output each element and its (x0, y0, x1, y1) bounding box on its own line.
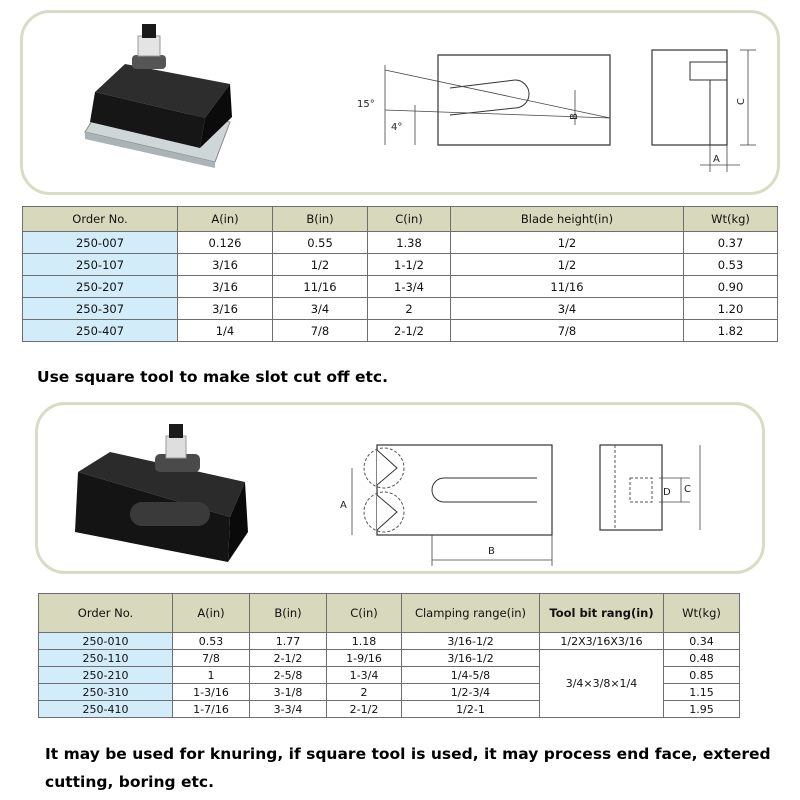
table-cell: 1/2 (273, 254, 368, 276)
table-cell: 0.126 (178, 232, 273, 254)
dimension-b-label: B (488, 546, 495, 557)
col-header: C(in) (368, 207, 451, 232)
table-row (23, 232, 778, 254)
table-cell: 0.34 (664, 633, 740, 650)
table-cell: 2-1/2 (368, 320, 451, 342)
table-row (23, 298, 778, 320)
table-cell: 1-1/2 (368, 254, 451, 276)
table-header-row (23, 207, 778, 232)
col-header: Wt(kg) (664, 594, 740, 633)
dimension-b-label: B (569, 113, 580, 120)
boring-holder-photo (70, 422, 255, 572)
table-cell: 0.55 (273, 232, 368, 254)
col-header: Tool bit rang(in) (540, 594, 664, 633)
table-row (23, 276, 778, 298)
table-cell: 3/4 (273, 298, 368, 320)
table-cell: 3/4 (451, 298, 684, 320)
spec-table-1 (22, 206, 778, 342)
table-cell: 3/16 (178, 254, 273, 276)
dimension-c-label: C (736, 98, 747, 105)
table-cell: 1/4-5/8 (402, 667, 540, 684)
table-cell: 11/16 (451, 276, 684, 298)
table-cell: 1/4 (178, 320, 273, 342)
table-cell: 2 (327, 684, 402, 701)
table-cell: 1/2X3/16X3/16 (540, 633, 664, 650)
table-cell: 1/2 (451, 254, 684, 276)
order-no-cell: 250-407 (23, 320, 178, 342)
col-header: Order No. (39, 594, 173, 633)
table-cell: 1 (173, 667, 250, 684)
table-cell: 1/2 (451, 232, 684, 254)
blade-end-view-drawing (640, 40, 760, 180)
table-cell: 1-9/16 (327, 650, 402, 667)
table-cell: 0.48 (664, 650, 740, 667)
table-cell: 1-3/4 (368, 276, 451, 298)
table-cell: 2-1/2 (250, 650, 327, 667)
col-header: A(in) (178, 207, 273, 232)
order-no-cell: 250-010 (39, 633, 173, 650)
order-no-cell: 250-007 (23, 232, 178, 254)
col-header: A(in) (173, 594, 250, 633)
table-cell: 1.18 (327, 633, 402, 650)
table-cell: 0.90 (684, 276, 778, 298)
order-no-cell: 250-210 (39, 667, 173, 684)
table-cell: 0.85 (664, 667, 740, 684)
table-cell: 3-1/8 (250, 684, 327, 701)
dimension-d-label: D (663, 487, 671, 498)
table-row (23, 254, 778, 276)
order-no-cell: 250-410 (39, 701, 173, 718)
dimension-c-label: C (684, 484, 691, 495)
dimension-a-label: A (713, 154, 720, 165)
usage-note-1: Use square tool to make slot cut off etc. (37, 368, 388, 386)
table-cell: 1-3/4 (327, 667, 402, 684)
col-header: C(in) (327, 594, 402, 633)
spec-table-2 (38, 593, 740, 718)
usage-note-2: It may be used for knuring, if square tool is used, it may process end face, extered cutting, boring etc. (45, 745, 771, 791)
blade-side-profile-drawing (355, 50, 615, 160)
table-cell: 1/2-1 (402, 701, 540, 718)
table-cell: 1.95 (664, 701, 740, 718)
table-cell: 3/16-1/2 (402, 633, 540, 650)
order-no-cell: 250-107 (23, 254, 178, 276)
col-header: B(in) (250, 594, 327, 633)
order-no-cell: 250-207 (23, 276, 178, 298)
table-cell: 2 (368, 298, 451, 320)
boring-holder-side-drawing (332, 440, 557, 570)
order-no-cell: 250-110 (39, 650, 173, 667)
table-cell: 3/16-1/2 (402, 650, 540, 667)
table-cell: 2-1/2 (327, 701, 402, 718)
order-no-cell: 250-307 (23, 298, 178, 320)
table-cell: 1.20 (684, 298, 778, 320)
table-cell: 0.53 (684, 254, 778, 276)
blade-holder-photo (80, 22, 245, 172)
table-row (39, 650, 740, 667)
table-cell: 7/8 (273, 320, 368, 342)
col-header: Order No. (23, 207, 178, 232)
table-cell: 7/8 (451, 320, 684, 342)
table-cell: 3/16 (178, 276, 273, 298)
table-cell: 3/16 (178, 298, 273, 320)
dimension-a-label: A (340, 500, 347, 511)
table-cell: 0.53 (173, 633, 250, 650)
table-row (23, 320, 778, 342)
table-cell: 1-3/16 (173, 684, 250, 701)
table-row (39, 633, 740, 650)
table-cell: 1.77 (250, 633, 327, 650)
boring-holder-end-view-drawing (595, 440, 715, 535)
tool-bit-range-cell: 3/4×3/8×1/4 (540, 650, 664, 718)
table-cell: 1.82 (684, 320, 778, 342)
angle-4-label: 4° (391, 122, 403, 133)
table-cell: 1.15 (664, 684, 740, 701)
table-cell: 11/16 (273, 276, 368, 298)
col-header: B(in) (273, 207, 368, 232)
col-header: Blade height(in) (451, 207, 684, 232)
table-cell: 7/8 (173, 650, 250, 667)
table-cell: 3-3/4 (250, 701, 327, 718)
col-header: Wt(kg) (684, 207, 778, 232)
order-no-cell: 250-310 (39, 684, 173, 701)
angle-15-label: 15° (357, 99, 375, 110)
table-header-row (39, 594, 740, 633)
table-cell: 2-5/8 (250, 667, 327, 684)
col-header: Clamping range(in) (402, 594, 540, 633)
table-cell: 1/2-3/4 (402, 684, 540, 701)
table-cell: 0.37 (684, 232, 778, 254)
table-cell: 1-7/16 (173, 701, 250, 718)
table-cell: 1.38 (368, 232, 451, 254)
